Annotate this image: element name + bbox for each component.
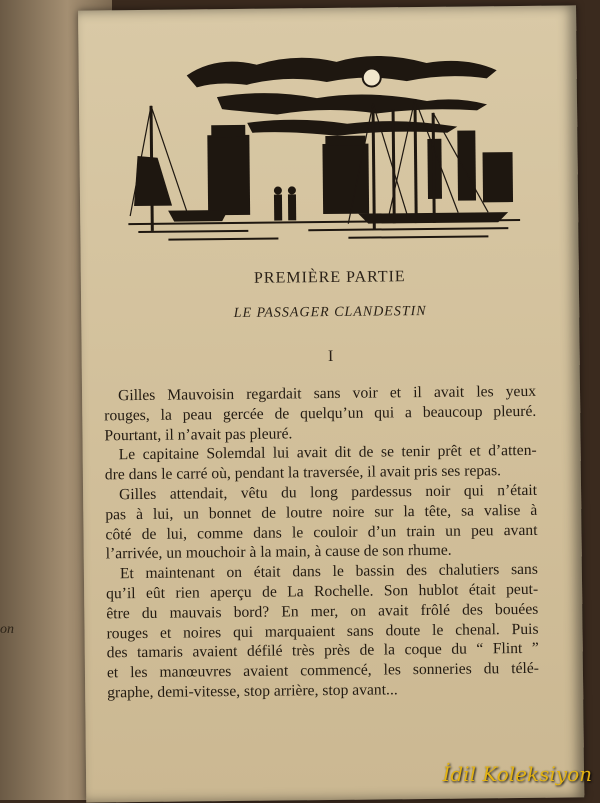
text-line: Et maintenant on était dans le bassin des chalutiers sans xyxy=(119,560,538,583)
moon-icon xyxy=(363,68,381,86)
text-line: rouges et noires qui marquaient sans doute le chenal. Puis xyxy=(106,620,539,642)
part-title: PREMIÈRE PARTIE xyxy=(253,268,406,287)
text-line: graphe, demi-vitesse, stop arrière, stop avant... xyxy=(107,681,398,702)
text-line: et les manœuvres avaient commencé, les sonneries du télé- xyxy=(106,659,540,682)
text-line: dre dans le carré où, pendant la traversée, il avait pris ses repas. xyxy=(104,462,502,484)
text-line: être du mauvais bord? En mer, on avait frôlé des bouées xyxy=(106,600,539,623)
chapter-number: I xyxy=(327,347,334,366)
text-line: Gilles attendait, vêtu du long pardessus noir qui n’était xyxy=(118,481,538,504)
text-line: Pourtant, il n’avait pas pleuré. xyxy=(104,424,293,444)
text-line: Le capitaine Solemdal lui avait dit de se tenir prêt et d’atten- xyxy=(118,442,537,464)
body-text xyxy=(104,382,539,703)
text-line: Gilles Mauvoisin regardait sans voir et il avait les yeux xyxy=(117,382,537,405)
text-line: des tamaris avaient défilé très près de la coque du “ Flint ” xyxy=(106,640,539,662)
watermark: İdil Koleksiyon xyxy=(442,762,592,786)
text-line: qu’il eût rien aperçu de La Rochelle. Son hublot était peut- xyxy=(106,580,539,603)
harbor-illustration xyxy=(126,42,520,251)
book-page xyxy=(78,5,584,802)
text-line: côté de lui, comme dans le couloir d’un train un peu avant xyxy=(105,521,538,543)
text-line: l’arrivée, un mouchoir à la main, à cause de son rhume. xyxy=(105,542,452,563)
text-line: pas à lui, un bonnet de loutre noire sur la tête, sa valise à xyxy=(105,501,538,524)
left-page-fragment: on xyxy=(0,622,14,637)
part-subtitle: LE PASSAGER CLANDESTIN xyxy=(233,303,427,321)
text-line: rouges, la peau gercée de quelqu’un qui a beaucoup pleuré. xyxy=(104,402,537,425)
